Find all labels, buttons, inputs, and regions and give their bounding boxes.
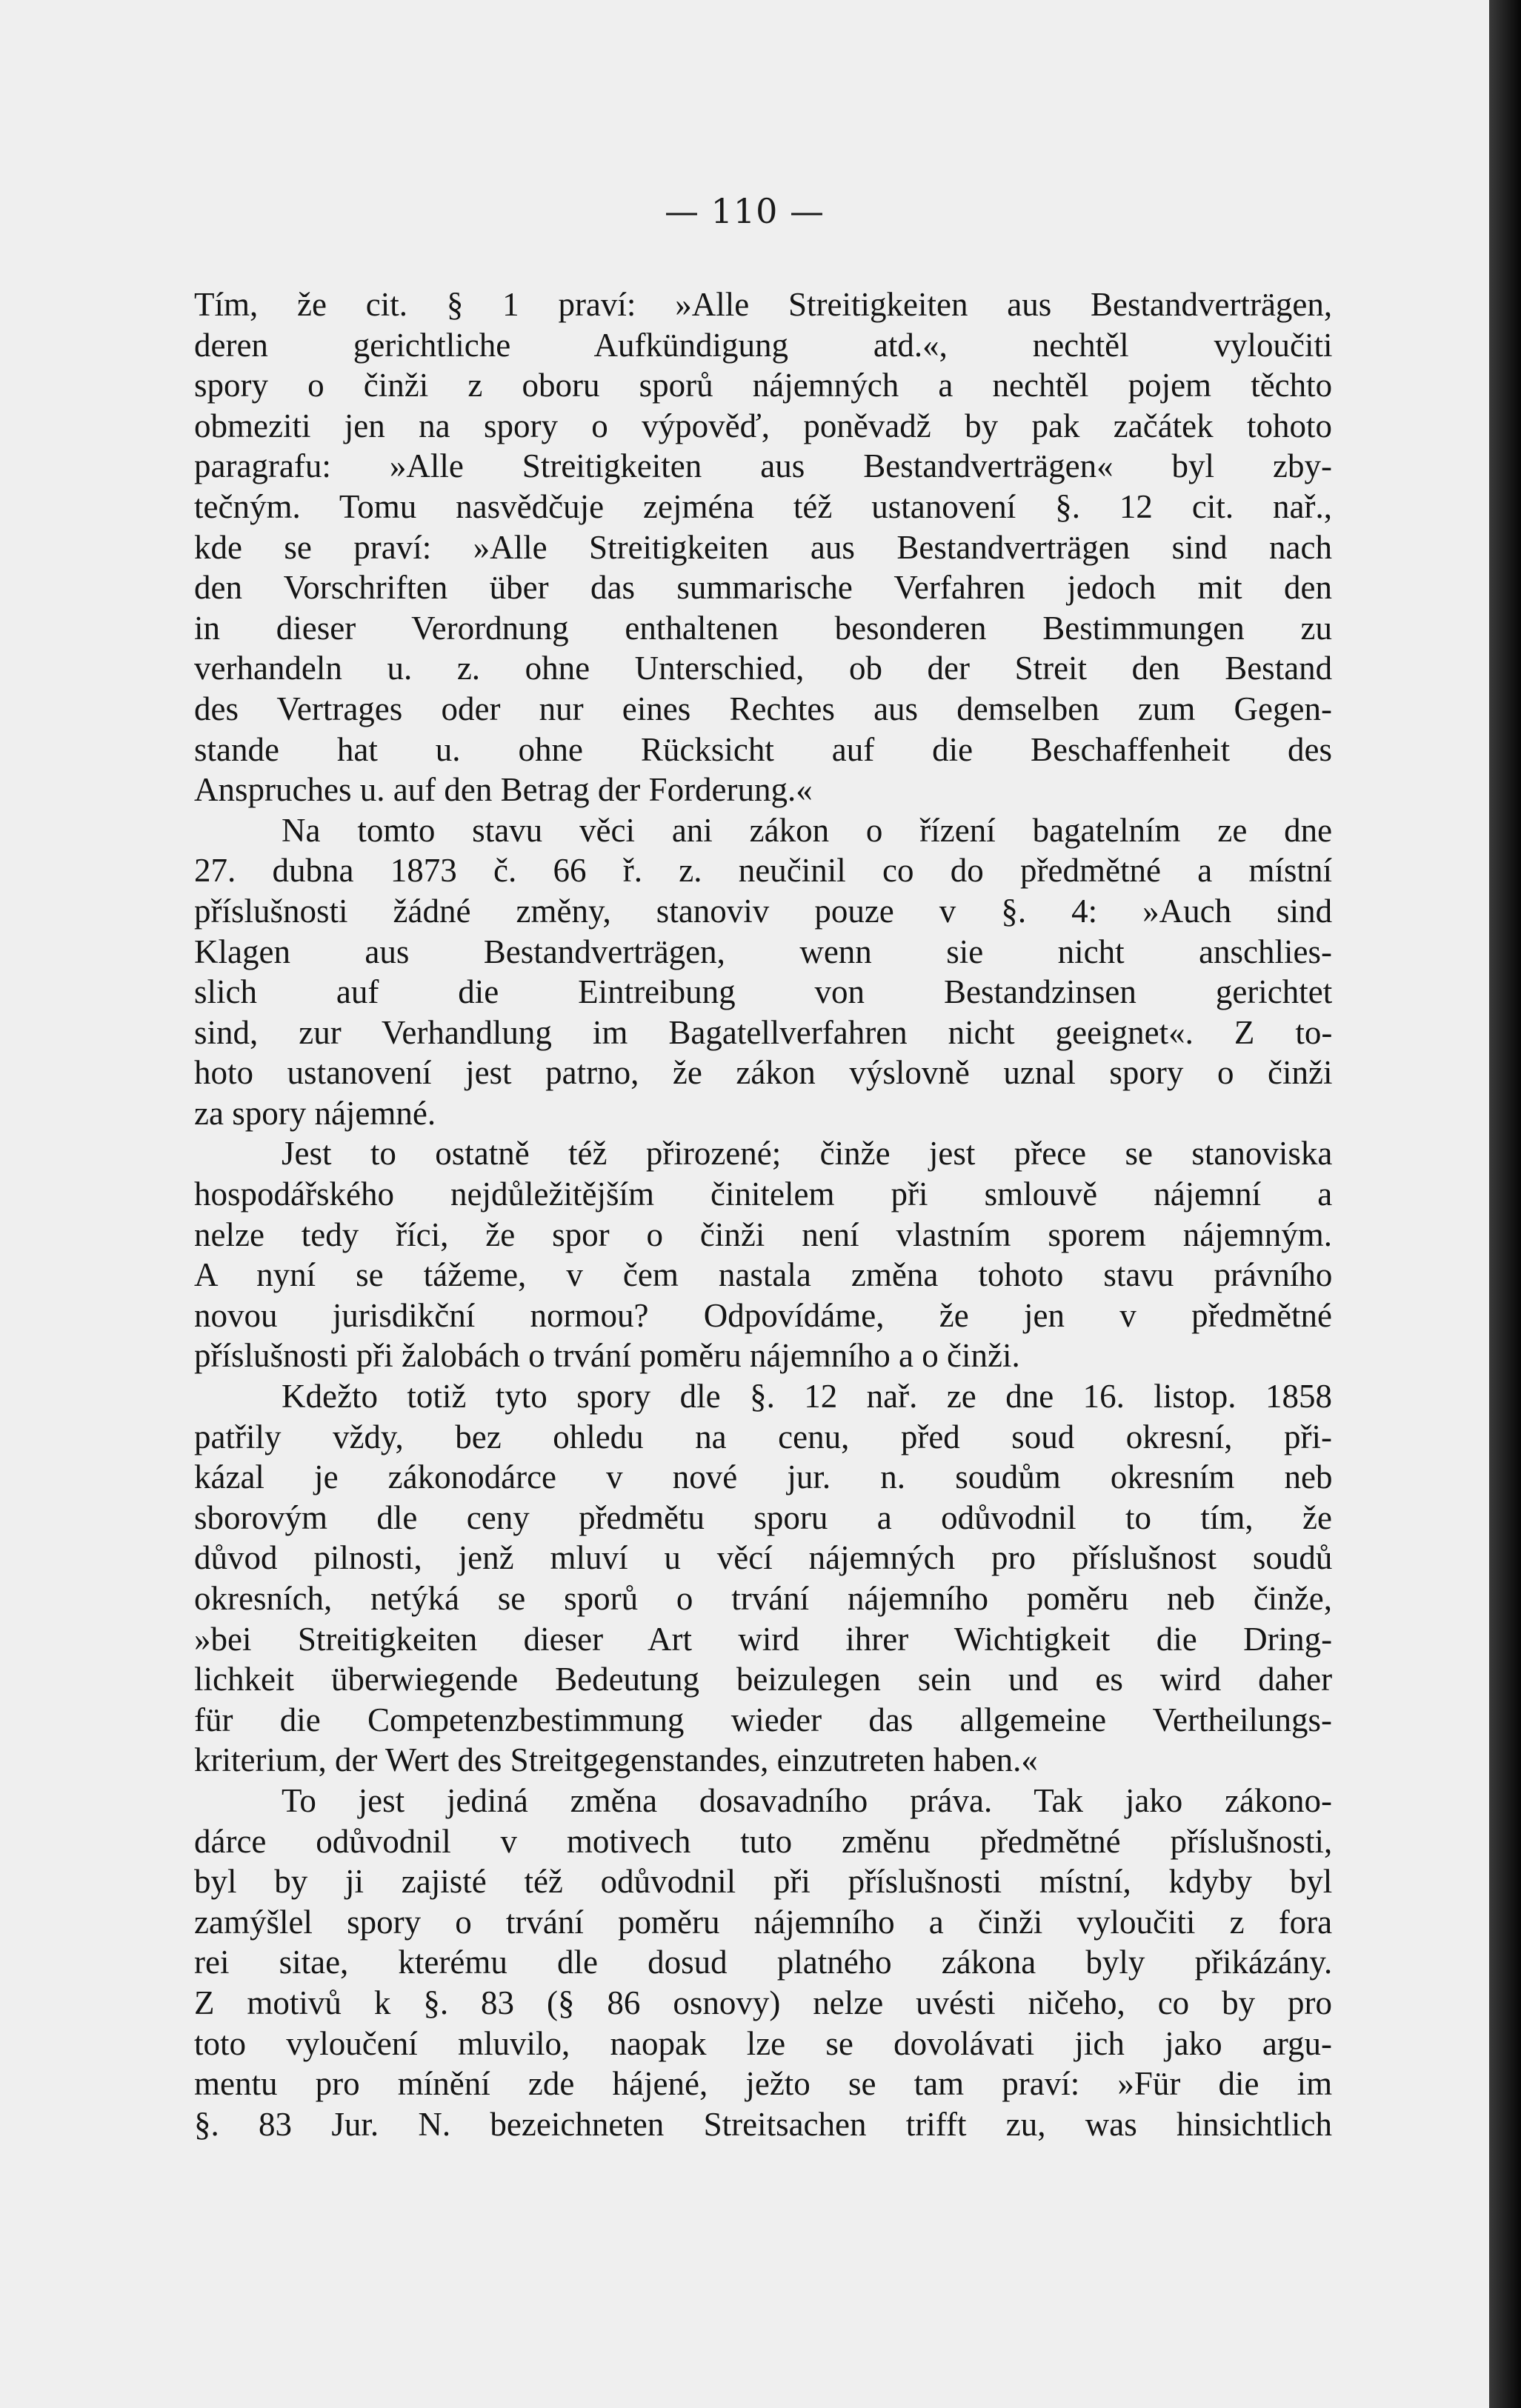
text-line: den Vorschriften über das summarische Verfahren jedoch mit den — [194, 569, 1332, 607]
text-line: kázal je zákonodárce v nové jur. n. soudům okresním neb — [194, 1458, 1333, 1496]
text-line: hoto ustanovení jest patrno, že zákon výslovně uznal spory o činži — [194, 1054, 1333, 1092]
text-line: kde se praví: »Alle Streitigkeiten aus Bestandverträgen sind nach — [194, 528, 1332, 566]
text-line: nelze tedy říci, že spor o činži není vlastním sporem nájemným. — [194, 1215, 1332, 1253]
page-edge-shadow — [1489, 0, 1521, 2408]
text-line: důvod pilnosti, jenž mluví u věcí nájemných pro příslušnost soudů — [194, 1539, 1333, 1577]
text-line: Jest to ostatně též přirozené; činže jest přece se stanoviska — [282, 1135, 1333, 1173]
text-line: okresních, netýká se sporů o trvání nájemního poměru neb činže, — [194, 1580, 1332, 1617]
text-line: zamýšlel spory o trvání poměru nájemního a činži vyloučiti z fora — [194, 1903, 1333, 1941]
text-line: Klagen aus Bestandverträgen, wenn sie nicht anschlies- — [194, 933, 1332, 970]
text-line: verhandeln u. z. ohne Unterschied, ob der Streit den Bestand — [194, 650, 1333, 687]
text-line: rei sitae, kterému dle dosud platného zákona byly přikázány. — [194, 1944, 1333, 1981]
text-line: 27. dubna 1873 č. 66 ř. z. neučinil co do předmětné a místní — [194, 852, 1332, 890]
text-line: novou jurisdikční normou? Odpovídáme, že jen v předmětné — [194, 1296, 1332, 1334]
text-line: patřily vždy, bez ohledu na cenu, před soud okresní, při- — [194, 1418, 1332, 1455]
text-line: §. 83 Jur. N. bezeichneten Streitsachen trifft zu, was hinsichtlich — [194, 2105, 1332, 2143]
text-line: A nyní se tážeme, v čem nastala změna tohoto stavu právního — [194, 1256, 1333, 1294]
text-line: stande hat u. ohne Rücksicht auf die Beschaffenheit des — [194, 730, 1332, 768]
text-line: »bei Streitigkeiten dieser Art wird ihrer Wichtigkeit die Dring- — [194, 1620, 1333, 1658]
text-line: toto vyloučení mluvilo, naopak lze se dovolávati jich jako argu- — [194, 2024, 1332, 2062]
text-line: byl by ji zajisté též odůvodnil při příslušnosti místní, kdyby byl — [194, 1863, 1333, 1901]
text-line: za spory nájemné. — [194, 1094, 436, 1132]
text-line: sborovým dle ceny předmětu sporu a odůvodnil to tím, že — [194, 1498, 1332, 1536]
text-line: Na tomto stavu věci ani zákon o řízení bagatelním ze dne — [282, 811, 1333, 849]
text-line: paragrafu: »Alle Streitigkeiten aus Bestandverträgen« byl zby- — [194, 447, 1332, 485]
text-line: To jest jediná změna dosavadního práva. Tak jako zákono- — [282, 1781, 1332, 1819]
text-line: tečným. Tomu nasvědčuje zejména též ustanovení §. 12 cit. nař., — [194, 487, 1332, 525]
text-line: sind, zur Verhandlung im Bagatellverfahren nicht geeignet«. Z to- — [194, 1013, 1333, 1051]
text-line: příslušnosti žádné změny, stanoviv pouze v §. 4: »Auch sind — [194, 892, 1333, 930]
body-text — [194, 284, 1332, 2144]
text-line: lichkeit überwiegende Bedeutung beizulegen sein und es wird daher — [194, 1661, 1333, 1698]
text-line: Anspruches u. auf den Betrag der Forderung.« — [194, 771, 813, 809]
text-line: hospodářského nejdůležitějším činitelem při smlouvě nájemní a — [194, 1175, 1333, 1213]
text-line: slich auf die Eintreibung von Bestandzinsen gerichtet — [194, 973, 1333, 1011]
text-line: in dieser Verordnung enthaltenen besonderen Bestimmungen zu — [194, 609, 1332, 647]
text-line: Tím, že cit. § 1 praví: »Alle Streitigkeiten aus Bestandverträgen, — [194, 286, 1333, 323]
page-number: — 110 — — [664, 191, 825, 231]
text-line: spory o činži z oboru sporů nájemných a nechtěl pojem těchto — [194, 367, 1333, 404]
text-line: Kdežto totiž tyto spory dle §. 12 nař. ze dne 16. listop. 1858 — [282, 1378, 1332, 1415]
text-line: Z motivů k §. 83 (§ 86 osnovy) nelze uvésti ničeho, co by pro — [194, 1984, 1333, 2021]
text-line: kriterium, der Wert des Streitgegenstandes, einzutreten haben.« — [194, 1741, 1038, 1779]
text-line: mentu pro mínění zde hájené, ježto se tam praví: »Für die im — [194, 2065, 1333, 2103]
text-line: des Vertrages oder nur eines Rechtes aus demselben zum Gegen- — [194, 690, 1332, 727]
text-line: deren gerichtliche Aufkündigung atd.«, nechtěl vyloučiti — [194, 326, 1333, 364]
text-line: příslušnosti při žalobách o trvání poměru nájemního a o činži. — [194, 1337, 1020, 1375]
text-line: dárce odůvodnil v motivech tuto změnu předmětné příslušnosti, — [194, 1822, 1333, 1860]
text-line: für die Competenzbestimmung wieder das allgemeine Vertheilungs- — [194, 1701, 1332, 1738]
text-line: obmeziti jen na spory o výpověď, poněvadž by pak začátek tohoto — [194, 407, 1332, 444]
